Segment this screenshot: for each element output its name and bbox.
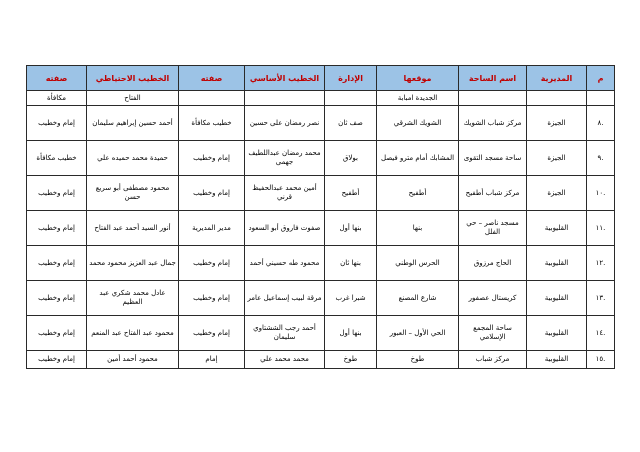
cell-reserve-preacher: محمود مصطفى أبو سريع حسن xyxy=(87,176,179,211)
cell-reserve-preacher: محمود عبد الفتاح عبد المنعم xyxy=(87,316,179,351)
cell-reserve-role: إمام وخطيب xyxy=(27,246,87,281)
cell-administration: أطفيح xyxy=(325,176,377,211)
cell-main-role: إمام وخطيب xyxy=(179,316,245,351)
cell-administration: بنها ثان xyxy=(325,246,377,281)
cell-directorate: الجيزة xyxy=(527,106,587,141)
cell-administration: صف ثان xyxy=(325,106,377,141)
preachers-schedule-table xyxy=(26,65,615,369)
cell-reserve-preacher: أنور السيد أحمد عبد الفتاح xyxy=(87,211,179,246)
header-directorate: المديرية xyxy=(527,66,587,91)
table-row xyxy=(27,351,615,369)
cell-main-preacher: محمد محمد علي xyxy=(245,351,325,369)
cell-directorate: القليوبية xyxy=(527,281,587,316)
header-main-preacher: الخطيب الأساسي xyxy=(245,66,325,91)
header-administration: الإدارة xyxy=(325,66,377,91)
table-row xyxy=(27,176,615,211)
cell-num: .٩ xyxy=(587,141,615,176)
cell-administration: بنها أول xyxy=(325,211,377,246)
table-row xyxy=(27,91,615,106)
cell-square: مركز شباب الشويك xyxy=(459,106,527,141)
cell-square: كريستال عصفور xyxy=(459,281,527,316)
cell-reserve-preacher: أحمد حسين إبراهيم سليمان xyxy=(87,106,179,141)
cell-location: الحي الأول – العبور xyxy=(377,316,459,351)
cell-main-preacher: أحمد رجب الششتاوي سليمان xyxy=(245,316,325,351)
cell-square: مركز شباب أطفيح xyxy=(459,176,527,211)
cell-reserve-preacher: الفتاح xyxy=(87,91,179,106)
cell-square: الحاج مرزوق xyxy=(459,246,527,281)
table-row xyxy=(27,316,615,351)
cell-location: الشويك الشرقي xyxy=(377,106,459,141)
cell-num: .٨ xyxy=(587,106,615,141)
cell-administration xyxy=(325,91,377,106)
cell-num: .١٥ xyxy=(587,351,615,369)
table-row xyxy=(27,211,615,246)
cell-location: الحرس الوطني xyxy=(377,246,459,281)
cell-directorate xyxy=(527,91,587,106)
table-row xyxy=(27,246,615,281)
cell-main-role xyxy=(179,91,245,106)
table-row xyxy=(27,106,615,141)
cell-directorate: القليوبية xyxy=(527,246,587,281)
cell-main-preacher: مرقة لبيب إسماعيل عامر xyxy=(245,281,325,316)
cell-directorate: القليوبية xyxy=(527,211,587,246)
cell-directorate: الجيزة xyxy=(527,176,587,211)
cell-main-preacher: نصر رمضان على حسين xyxy=(245,106,325,141)
cell-square: ساحة مسجد التقوى xyxy=(459,141,527,176)
cell-main-role: إمام وخطيب xyxy=(179,141,245,176)
table-header-row xyxy=(27,66,615,91)
header-reserve-preacher: الخطيب الاحتياطي xyxy=(87,66,179,91)
cell-main-preacher: محمد رمضان عبداللطيف جهمى xyxy=(245,141,325,176)
cell-location: شارع المصنع xyxy=(377,281,459,316)
cell-num: .١٠ xyxy=(587,176,615,211)
cell-location: بنها xyxy=(377,211,459,246)
cell-location: أطفيح xyxy=(377,176,459,211)
cell-administration: بولاق xyxy=(325,141,377,176)
header-main-role: صفته xyxy=(179,66,245,91)
cell-directorate: القليوبية xyxy=(527,316,587,351)
cell-main-role: إمام وخطيب xyxy=(179,246,245,281)
cell-administration: بنها أول xyxy=(325,316,377,351)
cell-administration: شبرا غرب xyxy=(325,281,377,316)
table-row xyxy=(27,281,615,316)
cell-square: ساحة المجمع الإسلامي xyxy=(459,316,527,351)
cell-num: .١٢ xyxy=(587,246,615,281)
cell-reserve-role: إمام وخطيب xyxy=(27,176,87,211)
cell-reserve-role: إمام وخطيب xyxy=(27,316,87,351)
cell-administration: طوخ xyxy=(325,351,377,369)
cell-num xyxy=(587,91,615,106)
cell-reserve-role: إمام وخطيب xyxy=(27,351,87,369)
cell-main-preacher: صفوت فاروق أبو السعود xyxy=(245,211,325,246)
cell-reserve-role: إمام وخطيب xyxy=(27,281,87,316)
cell-main-role: إمام xyxy=(179,351,245,369)
cell-reserve-role: مكافأة xyxy=(27,91,87,106)
cell-reserve-preacher: حميدة محمد حميده علي xyxy=(87,141,179,176)
cell-reserve-role: إمام وخطيب xyxy=(27,106,87,141)
header-reserve-role: صفته xyxy=(27,66,87,91)
cell-main-role: إمام وخطيب xyxy=(179,176,245,211)
cell-location: طوخ xyxy=(377,351,459,369)
cell-reserve-role: خطيب مكافأة xyxy=(27,141,87,176)
cell-num: .١٤ xyxy=(587,316,615,351)
cell-main-preacher: أمين محمد عبدالحفيظ قرني xyxy=(245,176,325,211)
header-location: موقعها xyxy=(377,66,459,91)
header-num: م xyxy=(587,66,615,91)
cell-num: .١١ xyxy=(587,211,615,246)
table-row xyxy=(27,141,615,176)
cell-main-role: إمام وخطيب xyxy=(179,281,245,316)
cell-location: المشابك أمام مترو فيصل xyxy=(377,141,459,176)
cell-main-preacher: محمود طه حسيني أحمد xyxy=(245,246,325,281)
cell-main-role: خطيب مكافأة xyxy=(179,106,245,141)
cell-location: الجديدة امبابة xyxy=(377,91,459,106)
cell-num: .١٣ xyxy=(587,281,615,316)
cell-reserve-preacher: جمال عبد العزيز محمود محمد xyxy=(87,246,179,281)
cell-directorate: الجيزة xyxy=(527,141,587,176)
cell-reserve-preacher: عادل محمد شكري عبد العظيم xyxy=(87,281,179,316)
cell-main-role: مدير المديرية xyxy=(179,211,245,246)
cell-main-preacher xyxy=(245,91,325,106)
cell-directorate: القليوبية xyxy=(527,351,587,369)
cell-square xyxy=(459,91,527,106)
cell-square: مركز شباب xyxy=(459,351,527,369)
cell-reserve-role: إمام وخطيب xyxy=(27,211,87,246)
cell-square: مسجد ناصر – حي الفلل xyxy=(459,211,527,246)
cell-reserve-preacher: محمود أحمد أمين xyxy=(87,351,179,369)
header-square: اسم الساحة xyxy=(459,66,527,91)
